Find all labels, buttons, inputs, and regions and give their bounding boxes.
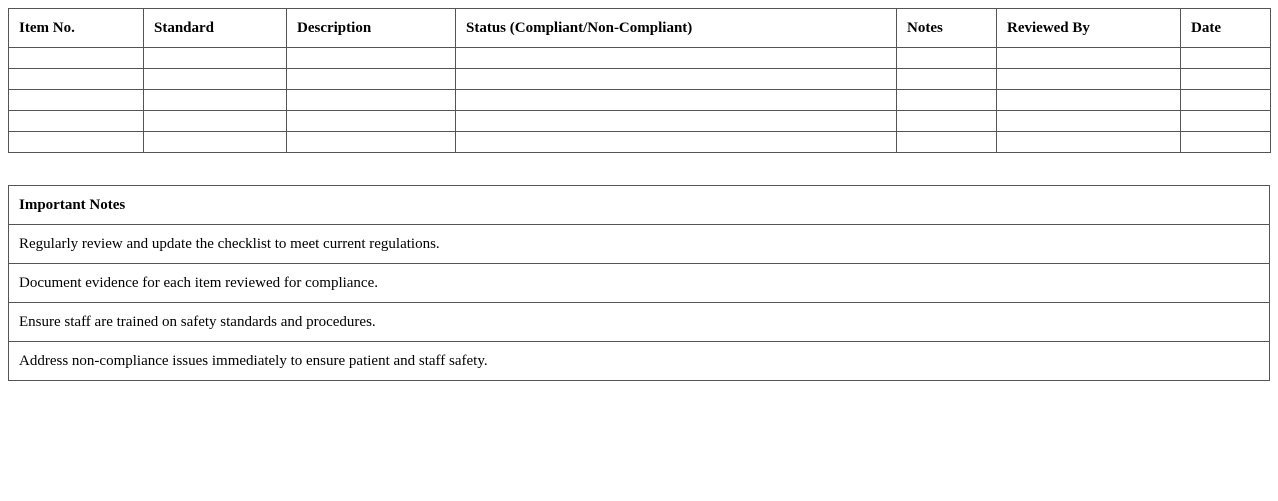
header-standard: Standard	[144, 9, 287, 48]
cell-standard[interactable]	[144, 90, 287, 111]
cell-status[interactable]	[456, 132, 897, 153]
table-row	[9, 225, 1270, 264]
cell-date[interactable]	[1181, 111, 1271, 132]
cell-standard[interactable]	[144, 69, 287, 90]
table-row	[9, 111, 1271, 132]
important-notes-table	[8, 185, 1270, 381]
checklist-body	[9, 48, 1271, 153]
cell-description[interactable]	[287, 111, 456, 132]
cell-description[interactable]	[287, 132, 456, 153]
header-status: Status (Compliant/Non-Compliant)	[456, 9, 897, 48]
table-row	[9, 90, 1271, 111]
table-row	[9, 303, 1270, 342]
cell-date[interactable]	[1181, 90, 1271, 111]
header-date: Date	[1181, 9, 1271, 48]
notes-title: Important Notes	[9, 186, 1270, 225]
cell-notes[interactable]	[897, 69, 997, 90]
cell-reviewed-by[interactable]	[997, 111, 1181, 132]
cell-reviewed-by[interactable]	[997, 48, 1181, 69]
note-item: Address non-compliance issues immediately to ensure patient and staff safety.	[9, 342, 1270, 381]
table-row	[9, 69, 1271, 90]
cell-status[interactable]	[456, 48, 897, 69]
cell-notes[interactable]	[897, 132, 997, 153]
table-header-row	[9, 9, 1271, 48]
cell-description[interactable]	[287, 90, 456, 111]
table-row	[9, 342, 1270, 381]
cell-notes[interactable]	[897, 90, 997, 111]
note-item: Document evidence for each item reviewed for compliance.	[9, 264, 1270, 303]
cell-notes[interactable]	[897, 48, 997, 69]
note-item: Ensure staff are trained on safety standards and procedures.	[9, 303, 1270, 342]
cell-date[interactable]	[1181, 132, 1271, 153]
notes-header-row	[9, 186, 1270, 225]
cell-item-no[interactable]	[9, 132, 144, 153]
cell-status[interactable]	[456, 90, 897, 111]
header-item-no: Item No.	[9, 9, 144, 48]
cell-reviewed-by[interactable]	[997, 69, 1181, 90]
cell-description[interactable]	[287, 69, 456, 90]
cell-reviewed-by[interactable]	[997, 90, 1181, 111]
note-item: Regularly review and update the checklist to meet current regulations.	[9, 225, 1270, 264]
header-notes: Notes	[897, 9, 997, 48]
cell-status[interactable]	[456, 69, 897, 90]
cell-item-no[interactable]	[9, 69, 144, 90]
header-description: Description	[287, 9, 456, 48]
cell-standard[interactable]	[144, 111, 287, 132]
table-row	[9, 48, 1271, 69]
cell-item-no[interactable]	[9, 48, 144, 69]
compliance-checklist-table	[8, 8, 1271, 153]
cell-standard[interactable]	[144, 132, 287, 153]
cell-notes[interactable]	[897, 111, 997, 132]
cell-date[interactable]	[1181, 69, 1271, 90]
cell-status[interactable]	[456, 111, 897, 132]
table-row	[9, 132, 1271, 153]
cell-item-no[interactable]	[9, 111, 144, 132]
cell-reviewed-by[interactable]	[997, 132, 1181, 153]
cell-item-no[interactable]	[9, 90, 144, 111]
table-row	[9, 264, 1270, 303]
cell-date[interactable]	[1181, 48, 1271, 69]
header-reviewed-by: Reviewed By	[997, 9, 1181, 48]
cell-description[interactable]	[287, 48, 456, 69]
cell-standard[interactable]	[144, 48, 287, 69]
